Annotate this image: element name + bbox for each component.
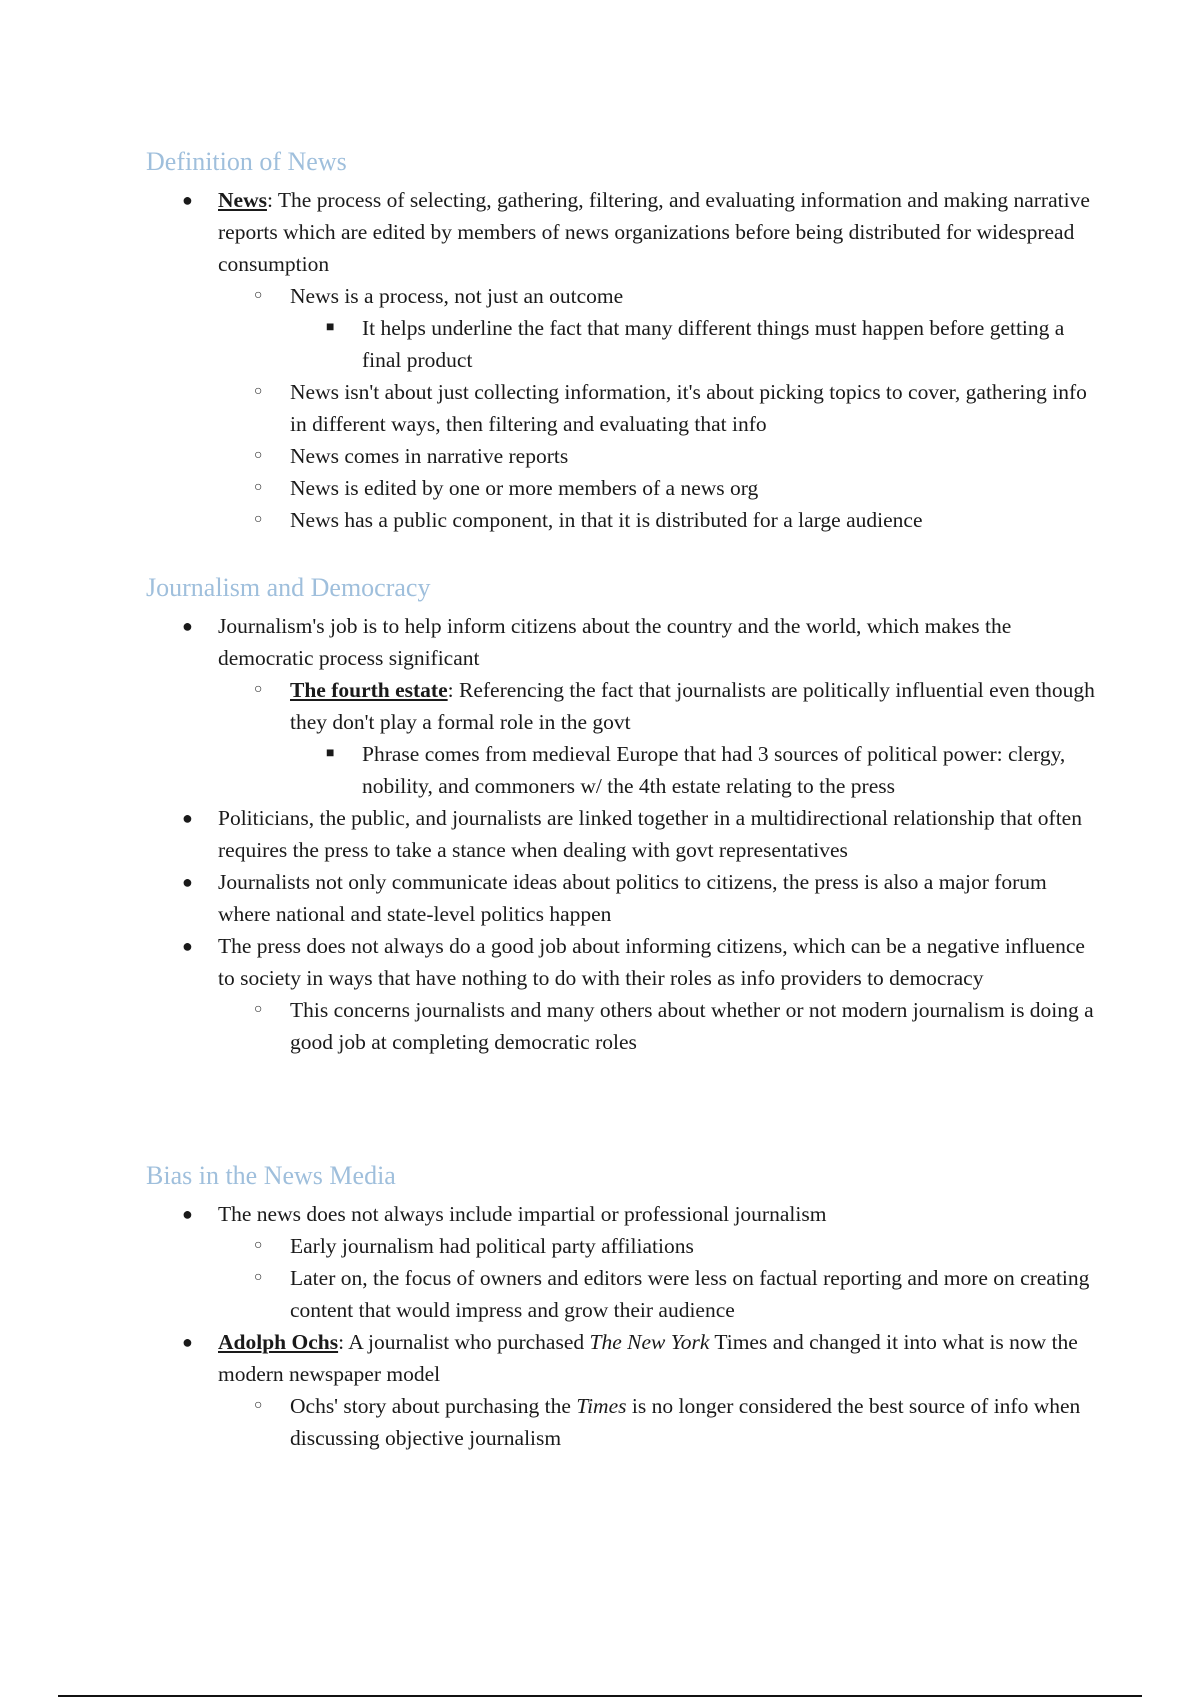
list-item: [146, 376, 1096, 440]
item-text: : Referencing the fact that journalists are politically influential even though they don't play a formal role in the govt: [290, 678, 1095, 734]
section-heading: Bias in the News Media: [146, 1161, 396, 1190]
list-item: [146, 610, 1096, 674]
item-text: Journalists not only communicate ideas about politics to citizens, the press is also a major forum where national and state-level politics happen: [218, 870, 1047, 926]
item-text: News has a public component, in that it is distributed for a large audience: [290, 508, 923, 532]
item-text: The press does not always do a good job about informing citizens, which can be a negative influence to society in ways that have nothing to do with their roles as info providers to democracy: [218, 934, 1085, 990]
bullet-disc-icon: ●: [182, 616, 193, 636]
section-journalism-and-democracy: [146, 572, 1096, 1058]
section-definition-of-news: [146, 146, 1096, 536]
bullet-circle-icon: ○: [254, 682, 263, 697]
item-text: Later on, the focus of owners and editors were less on factual reporting and more on creating content that would impress and grow their audience: [290, 1266, 1090, 1322]
item-text: Journalism's job is to help inform citizens about the country and the world, which makes the democratic process significant: [218, 614, 1012, 670]
bullet-disc-icon: ●: [182, 936, 193, 956]
item-text: Early journalism had political party affiliations: [290, 1234, 694, 1258]
term-adolph-ochs: Adolph Ochs: [218, 1330, 339, 1354]
list-item: [146, 1390, 1096, 1454]
bullet-disc-icon: ●: [182, 1332, 193, 1352]
bullet-circle-icon: ○: [254, 1270, 263, 1285]
item-text: : The process of selecting, gathering, filtering, and evaluating information and making narrative reports which are edited by members of news organizations before being distributed for widespread consumption: [218, 188, 1090, 276]
bullet-circle-icon: ○: [254, 384, 263, 399]
bullet-circle-icon: ○: [254, 480, 263, 495]
list-item: [146, 866, 1096, 930]
list-item: [146, 440, 1096, 472]
bullet-circle-icon: ○: [254, 1002, 263, 1017]
bullet-circle-icon: ○: [254, 1238, 263, 1253]
item-text: News is edited by one or more members of a news org: [290, 476, 759, 500]
item-text: News isn't about just collecting information, it's about picking topics to cover, gathering info in different ways, then filtering and evaluating that info: [290, 380, 1087, 436]
item-text: Politicians, the public, and journalists are linked together in a multidirectional relationship that often requires the press to take a stance when dealing with govt representatives: [218, 806, 1082, 862]
bullet-disc-icon: ●: [182, 190, 193, 210]
item-text: Ochs' story about purchasing the: [290, 1394, 577, 1418]
section-heading: Journalism and Democracy: [146, 573, 431, 602]
list-item: [146, 1262, 1096, 1326]
bullet-circle-icon: ○: [254, 512, 263, 527]
list-item: [146, 1230, 1096, 1262]
list-item: [146, 280, 1096, 312]
list-item: [146, 472, 1096, 504]
term-news: News: [218, 188, 267, 212]
list-item: [146, 184, 1096, 280]
item-text: The news does not always include impartial or professional journalism: [218, 1202, 827, 1226]
item-text: Times and changed it into what is now the modern newspaper model: [218, 1330, 1078, 1386]
section-heading: Definition of News: [146, 147, 347, 176]
italic-publication-name: The New York: [589, 1330, 710, 1354]
bullet-disc-icon: ●: [182, 872, 193, 892]
list-item: [146, 504, 1096, 536]
item-text: is no longer considered the best source of info when discussing objective journalism: [290, 1394, 1081, 1450]
bullet-circle-icon: ○: [254, 288, 263, 303]
term-fourth-estate: The fourth estate: [290, 678, 448, 702]
italic-publication-name: Times: [576, 1394, 627, 1418]
item-text: News comes in narrative reports: [290, 444, 569, 468]
bullet-disc-icon: ●: [182, 808, 193, 828]
item-text: News is a process, not just an outcome: [290, 284, 624, 308]
bullet-circle-icon: ○: [254, 1398, 263, 1413]
bullet-disc-icon: ●: [182, 1204, 193, 1224]
item-text: It helps underline the fact that many different things must happen before getting a final product: [362, 316, 1065, 372]
list-item: [146, 994, 1096, 1058]
item-text: : A journalist who purchased: [338, 1330, 590, 1354]
bullet-square-icon: ■: [326, 746, 335, 761]
list-item: [146, 802, 1096, 866]
bullet-square-icon: ■: [326, 320, 335, 335]
list-item: [146, 930, 1096, 994]
list-item: [146, 1198, 1096, 1230]
bullet-circle-icon: ○: [254, 448, 263, 463]
section-bias-in-the-news-media: [146, 1160, 1096, 1454]
list-item: [146, 312, 1096, 376]
item-text: Phrase comes from medieval Europe that had 3 sources of political power: clergy, nobility, and commoners w/ the 4th estate relating to the press: [362, 742, 1066, 798]
item-text: This concerns journalists and many others about whether or not modern journalism is doing a good job at completing democratic roles: [290, 998, 1094, 1054]
page-bottom-rule: [58, 1695, 1142, 1697]
list-item: [146, 1326, 1096, 1390]
list-item: [146, 738, 1096, 802]
list-item: [146, 674, 1096, 738]
